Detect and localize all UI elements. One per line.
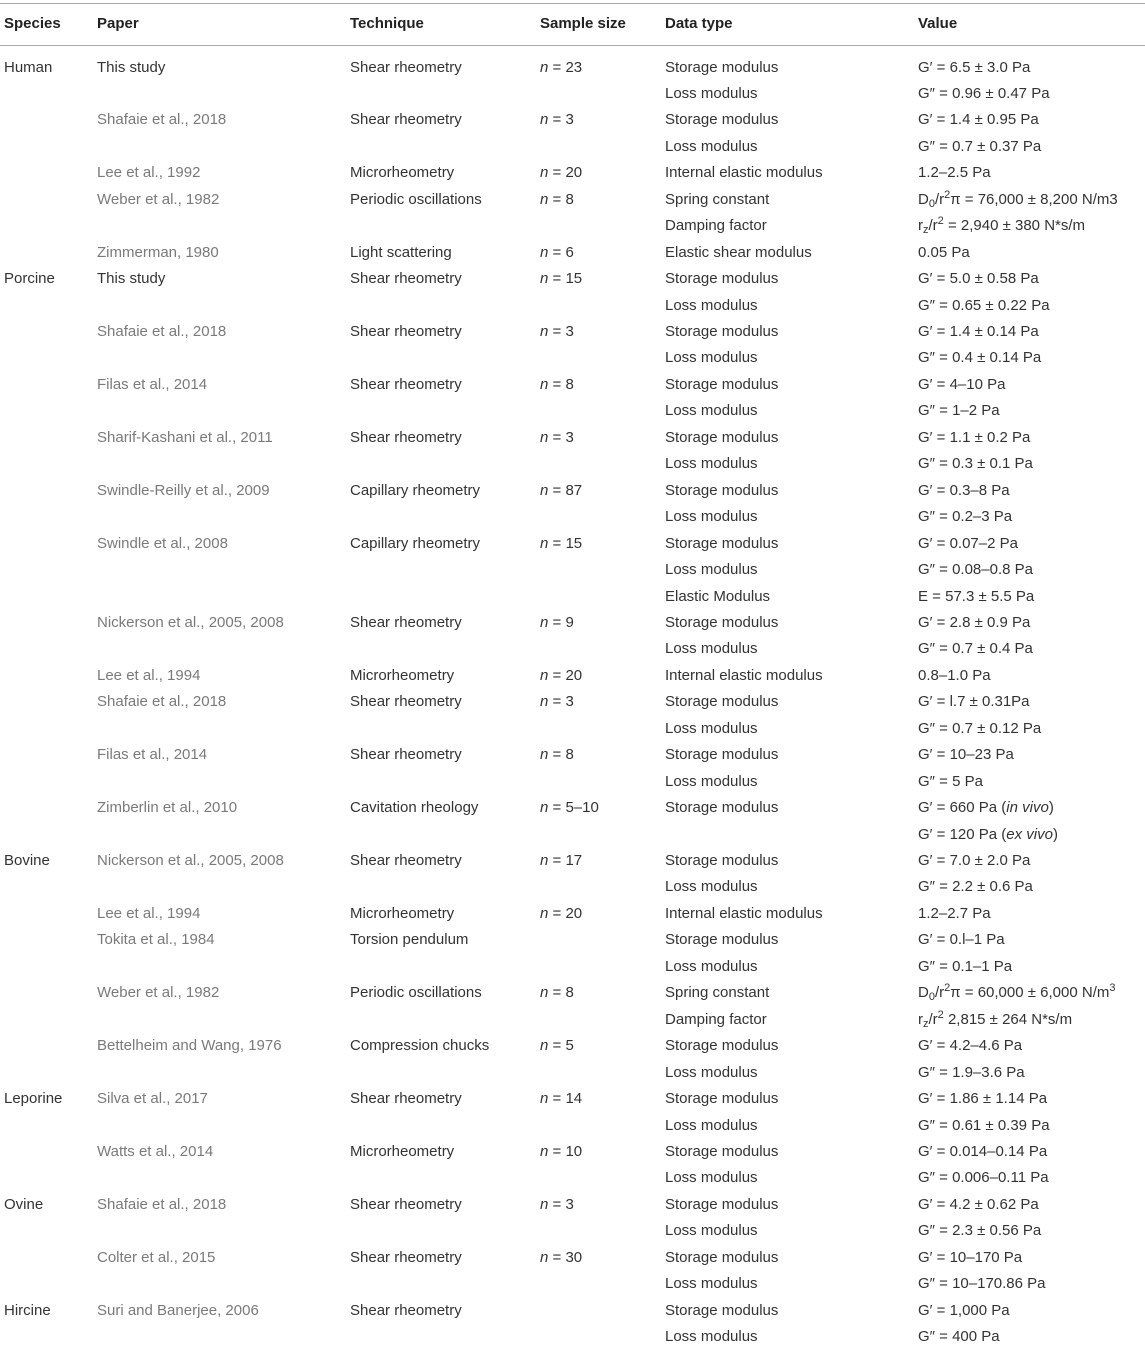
cell-paper[interactable]: Suri and Banerjee, 2006 [97,1301,259,1319]
cell-value: G′ = 0.014–0.14 Pa [918,1142,1048,1160]
table-row [0,478,1145,505]
cell-sample-size: n = 3 [540,693,574,711]
cell-data-type: Loss modulus [665,640,758,658]
cell-data-type: Storage modulus [665,1301,779,1319]
cell-sample-size: n = 9 [540,613,574,631]
table-row [0,531,1145,558]
cell-sample-size: n = 17 [540,852,583,869]
cell-technique: Shear rheometry [350,1301,462,1319]
table-row [0,451,1145,478]
cell-data-type: Loss modulus [665,1116,758,1134]
table-row [0,398,1145,425]
cell-technique: Shear rheometry [350,323,462,340]
cell-value: G′ = 10–23 Pa [918,746,1014,764]
cell-sample-size: n = 3 [540,323,574,340]
cell-sample-size: n = 8 [540,746,574,764]
table-row [0,160,1145,187]
cell-sample-size: n = 30 [540,1248,583,1266]
cell-paper[interactable]: Shafaie et al., 2018 [97,323,227,340]
cell-data-type: Storage modulus [665,1142,779,1160]
cell-data-type: Storage modulus [665,1195,779,1213]
cell-value: 0.05 Pa [918,243,970,261]
table-row [0,425,1145,452]
cell-technique: Shear rheometry [350,428,462,446]
cell-data-type: Storage modulus [665,111,779,129]
cell-data-type: Storage modulus [665,1037,779,1055]
cell-data-type: Loss modulus [665,561,758,579]
table-row [0,848,1145,875]
cell-paper[interactable]: Lee et al., 1994 [97,904,201,922]
cell-data-type: Storage modulus [665,693,779,711]
cell-data-type: Internal elastic modulus [665,904,823,922]
table-row [0,107,1145,134]
cell-sample-size: n = 3 [540,111,574,129]
cell-technique: Capillary rheometry [350,534,481,552]
table-row [0,345,1145,372]
cell-data-type: Internal elastic modulus [665,164,823,182]
cell-data-type: Storage modulus [665,270,779,288]
cell-sample-size: n = 23 [540,58,583,76]
cell-paper[interactable]: Weber et al., 1982 [97,190,220,208]
cell-sample-size: n = 5–10 [540,799,599,817]
cell-sample-size: n = 10 [540,1142,583,1160]
table-row [0,874,1145,901]
cell-value: E = 57.3 ± 5.5 Pa [918,587,1035,605]
header-technique: Technique [350,15,424,32]
cell-data-type: Spring constant [665,984,770,1002]
cell-value: G′ = 5.0 ± 0.58 Pa [918,270,1039,288]
cell-value: G′ = 4.2 ± 0.62 Pa [918,1195,1039,1213]
cell-technique: Microrheometry [350,164,455,182]
table-row [0,1139,1145,1166]
header-species: Species [4,15,61,32]
cell-paper[interactable]: Nickerson et al., 2005, 2008 [97,613,284,631]
table-row [0,1033,1145,1060]
cell-paper[interactable]: Shafaie et al., 2018 [97,111,227,129]
cell-sample-size: n = 6 [540,243,574,261]
cell-value: G″ = 0.96 ± 0.47 Pa [918,84,1050,102]
cell-data-type: Loss modulus [665,296,758,314]
cell-technique: Microrheometry [350,904,455,922]
table-row [0,636,1145,663]
table-row [0,1271,1145,1298]
cell-data-type: Loss modulus [665,137,758,155]
table-row [0,372,1145,399]
cell-paper[interactable]: Swindle et al., 2008 [97,534,228,552]
table-row [0,795,1145,822]
table-row [0,927,1145,954]
cell-value: 1.2–2.5 Pa [918,164,991,182]
cell-technique: Shear rheometry [350,1248,462,1266]
cell-data-type: Loss modulus [665,84,758,102]
table-row [0,1324,1145,1351]
cell-technique: Light scattering [350,243,452,261]
cell-paper[interactable]: Shafaie et al., 2018 [97,693,227,711]
cell-value: G′ = 0.07–2 Pa [918,534,1018,552]
cell-paper[interactable]: Filas et al., 2014 [97,375,208,393]
cell-sample-size: n = 8 [540,375,574,393]
cell-paper[interactable]: Lee et al., 1994 [97,666,201,684]
cell-sample-size: n = 15 [540,270,583,288]
cell-sample-size: n = 87 [540,481,583,499]
table-row [0,240,1145,267]
cell-species: Bovine [4,852,50,869]
cell-sample-size: n = 3 [540,1195,574,1213]
cell-value: G′ = 660 Pa (in vivo) [918,799,1054,817]
cell-value: G″ = 1.9–3.6 Pa [918,1063,1025,1081]
cell-value: G′ = 1.86 ± 1.14 Pa [918,1090,1048,1108]
table-row [0,901,1145,928]
cell-species: Porcine [4,270,55,288]
cell-data-type: Storage modulus [665,613,779,631]
cell-technique: Shear rheometry [350,111,462,129]
cell-paper[interactable]: Zimmerman, 1980 [97,243,219,261]
cell-species: Human [4,58,53,76]
cell-data-type: Loss modulus [665,957,758,975]
cell-sample-size: n = 20 [540,666,583,684]
cell-data-type: Storage modulus [665,58,779,76]
cell-technique: Compression chucks [350,1037,490,1055]
cell-data-type: Storage modulus [665,852,779,869]
cell-value: G″ = 0.7 ± 0.4 Pa [918,640,1033,658]
cell-value: G″ = 0.7 ± 0.12 Pa [918,719,1042,737]
cell-value: G″ = 0.3 ± 0.1 Pa [918,455,1033,473]
cell-data-type: Loss modulus [665,1063,758,1081]
cell-technique: Shear rheometry [350,58,462,76]
table-row [0,769,1145,796]
table-row [0,1298,1145,1325]
cell-sample-size: n = 20 [540,904,583,922]
table-row [0,81,1145,108]
table-row [0,1245,1145,1272]
cell-data-type: Elastic Modulus [665,587,771,605]
cell-value: G′ = 1,000 Pa [918,1301,1010,1319]
cell-data-type: Loss modulus [665,455,758,473]
cell-sample-size: n = 20 [540,164,583,182]
cell-value: G″ = 2.3 ± 0.56 Pa [918,1222,1042,1240]
cell-sample-size: n = 8 [540,984,574,1002]
cell-data-type: Storage modulus [665,428,779,446]
cell-data-type: Storage modulus [665,1090,779,1108]
table-row [0,980,1145,1007]
cell-technique: Periodic oscillations [350,190,482,208]
cell-value: 0.8–1.0 Pa [918,666,991,684]
cell-data-type: Loss modulus [665,508,758,526]
cell-value: G′ = 7.0 ± 2.0 Pa [918,852,1031,869]
cell-data-type: Storage modulus [665,1248,779,1266]
cell-paper: This study [97,270,166,288]
table-row [0,1192,1145,1219]
cell-value: G″ = 10–170.86 Pa [918,1275,1046,1293]
cell-sample-size: n = 15 [540,534,583,552]
table-row [0,187,1145,214]
cell-value: G′ = l.7 ± 0.31Pa [918,693,1030,711]
cell-data-type: Spring constant [665,190,770,208]
cell-value: $D_0/r^2\pi = 60,000 \pm 6,000$ $N/m^3$ [918,982,1116,1004]
cell-technique: Shear rheometry [350,746,462,764]
cell-data-type: Loss modulus [665,402,758,420]
cell-value: G″ = 0.1–1 Pa [918,957,1013,975]
cell-value: G″ = 0.4 ± 0.14 Pa [918,349,1042,367]
cell-data-type: Storage modulus [665,746,779,764]
table-row [0,689,1145,716]
cell-technique: Shear rheometry [350,613,462,631]
cell-data-type: Loss modulus [665,1275,758,1293]
cell-value: G″ = 0.7 ± 0.37 Pa [918,137,1042,155]
cell-data-type: Storage modulus [665,323,779,340]
table-row [0,1218,1145,1245]
cell-species: Hircine [4,1301,51,1319]
table-row [0,663,1145,690]
cell-paper: This study [97,58,166,76]
cell-data-type: Storage modulus [665,799,779,817]
cell-value: G″ = 1–2 Pa [918,402,1000,420]
cell-paper[interactable]: Filas et al., 2014 [97,746,208,764]
cell-value: $r_z/r^2$ 2,815 ± 264 N*s/m [918,1008,1073,1030]
cell-data-type: Damping factor [665,217,767,235]
table-row [0,742,1145,769]
cell-technique: Torsion pendulum [350,931,469,949]
table-row [0,584,1145,611]
cell-technique: Shear rheometry [350,270,462,288]
table-row [0,610,1145,637]
cell-technique: Microrheometry [350,1142,455,1160]
table-row [0,822,1145,849]
cell-data-type: Storage modulus [665,534,779,552]
cell-technique: Shear rheometry [350,375,462,393]
cell-data-type: Damping factor [665,1010,767,1028]
table-row [0,134,1145,161]
cell-data-type: Loss modulus [665,349,758,367]
cell-value: G′ = 4–10 Pa [918,375,1006,393]
cell-paper[interactable]: Sharif-Kashani et al., 2011 [97,428,273,446]
table-row [0,1165,1145,1192]
cell-paper[interactable]: Bettelheim and Wang, 1976 [97,1037,282,1055]
cell-data-type: Loss modulus [665,1222,758,1240]
cell-paper[interactable]: Swindle-Reilly et al., 2009 [97,481,270,499]
table-row [0,1086,1145,1113]
cell-value: $D_0/r^2\pi = 76,000 \pm 8,200$ N/m3 [918,188,1118,210]
cell-data-type: Loss modulus [665,719,758,737]
cell-data-type: Storage modulus [665,375,779,393]
cell-value: G′ = 0.3–8 Pa [918,481,1010,499]
table-row [0,213,1145,240]
cell-value: G′ = 1.4 ± 0.14 Pa [918,323,1039,340]
header-paper: Paper [97,15,139,32]
cell-value: G″ = 0.08–0.8 Pa [918,561,1033,579]
cell-value: G″ = 0.006–0.11 Pa [918,1169,1049,1187]
cell-species: Ovine [4,1195,44,1213]
cell-paper[interactable]: Tokita et al., 1984 [97,931,215,949]
cell-species: Leporine [4,1090,63,1108]
cell-value: G′ = 120 Pa (ex vivo) [918,825,1058,843]
table-row [0,1113,1145,1140]
cell-sample-size: n = 5 [540,1037,574,1055]
cell-data-type: Storage modulus [665,931,779,949]
cell-technique: Shear rheometry [350,693,462,711]
cell-value: G′ = 0.l–1 Pa [918,931,1005,949]
cell-value: G′ = 2.8 ± 0.9 Pa [918,613,1031,631]
table-row [0,1060,1145,1087]
header-value: Value [918,15,958,32]
cell-value: G′ = 4.2–4.6 Pa [918,1037,1023,1055]
table-row [0,293,1145,320]
cell-paper[interactable]: Nickerson et al., 2005, 2008 [97,852,284,869]
cell-data-type: Elastic shear modulus [665,243,812,261]
cell-data-type: Loss modulus [665,878,758,896]
cell-value: G″ = 2.2 ± 0.6 Pa [918,878,1033,896]
cell-value: G″ = 5 Pa [918,772,983,790]
cell-value: 1.2–2.7 Pa [918,904,991,922]
cell-value: G″ = 400 Pa [918,1328,1000,1346]
cell-value: G′ = 10–170 Pa [918,1248,1023,1266]
cell-technique: Cavitation rheology [350,799,479,817]
cell-technique: Capillary rheometry [350,481,481,499]
cell-technique: Shear rheometry [350,852,462,869]
cell-technique: Shear rheometry [350,1090,462,1108]
table-row [0,557,1145,584]
table-row [0,954,1145,981]
cell-sample-size: n = 3 [540,428,574,446]
header-data-type: Data type [665,15,733,32]
table-row [0,716,1145,743]
table-header-rule [0,45,1145,46]
cell-paper[interactable]: Colter et al., 2015 [97,1248,216,1266]
table-row [0,55,1145,82]
cell-value: G′ = 1.1 ± 0.2 Pa [918,428,1031,446]
cell-technique: Periodic oscillations [350,984,482,1002]
cell-data-type: Loss modulus [665,1328,758,1346]
header-sample-size: Sample size [540,15,626,32]
table-row [0,319,1145,346]
cell-paper[interactable]: Silva et al., 2017 [97,1090,208,1108]
cell-technique: Shear rheometry [350,1195,462,1213]
cell-value: G′ = 6.5 ± 3.0 Pa [918,58,1031,76]
cell-value: G″ = 0.2–3 Pa [918,508,1013,526]
cell-sample-size: n = 8 [540,190,574,208]
cell-value: $r_z/r^2 = 2,940 \pm 380$ N*s/m [918,215,1086,237]
cell-paper[interactable]: Shafaie et al., 2018 [97,1195,227,1213]
cell-value: G′ = 1.4 ± 0.95 Pa [918,111,1039,129]
cell-value: G″ = 0.61 ± 0.39 Pa [918,1116,1050,1134]
cell-paper[interactable]: Zimberlin et al., 2010 [97,799,238,817]
cell-paper[interactable]: Lee et al., 1992 [97,164,201,182]
cell-sample-size: n = 14 [540,1090,583,1108]
table-top-rule [0,3,1145,4]
cell-paper[interactable]: Weber et al., 1982 [97,984,220,1002]
cell-value: G″ = 0.65 ± 0.22 Pa [918,296,1050,314]
cell-technique: Microrheometry [350,666,455,684]
cell-paper[interactable]: Watts et al., 2014 [97,1142,214,1160]
table-row [0,266,1145,293]
cell-data-type: Loss modulus [665,1169,758,1187]
cell-data-type: Internal elastic modulus [665,666,823,684]
table-row [0,504,1145,531]
table-row [0,1007,1145,1034]
cell-data-type: Storage modulus [665,481,779,499]
cell-data-type: Loss modulus [665,772,758,790]
